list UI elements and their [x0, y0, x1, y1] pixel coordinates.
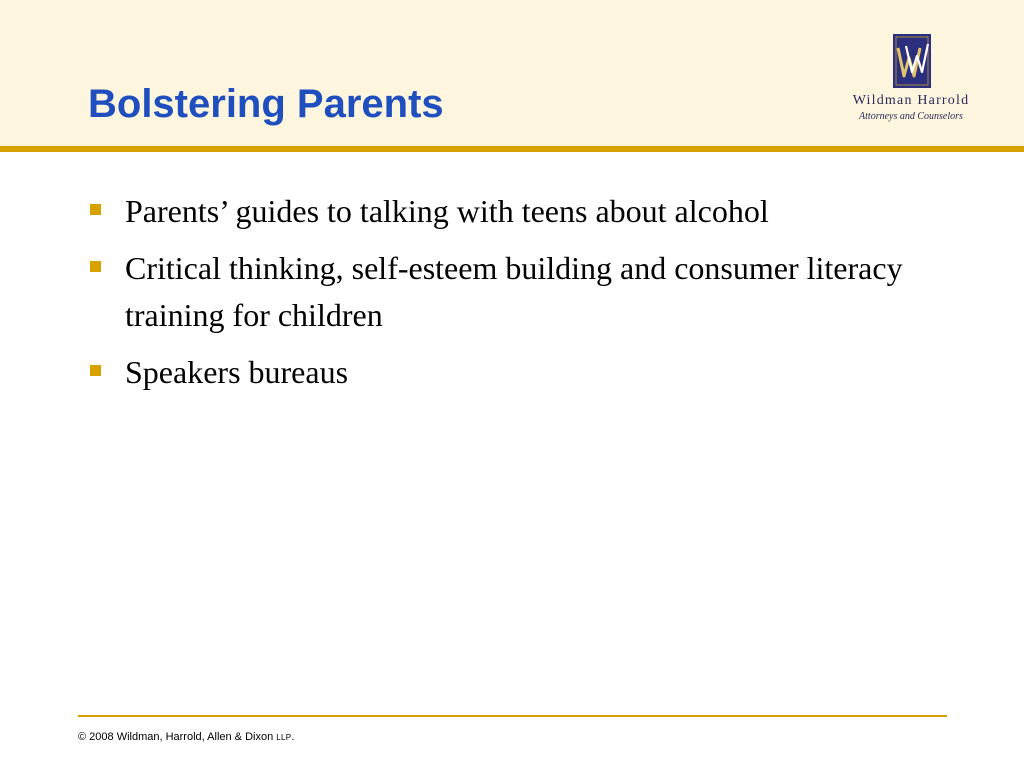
- square-bullet-icon: [90, 365, 101, 376]
- bullet-item: [88, 188, 968, 235]
- company-logo: [836, 34, 986, 124]
- wildman-harrold-monogram-icon: [893, 34, 931, 88]
- header-divider: [0, 146, 1024, 152]
- copyright-text: © 2008 Wildman, Harrold, Allen & Dixon: [78, 731, 274, 743]
- bullet-list: [88, 188, 968, 406]
- bullet-item: [88, 349, 968, 396]
- slide-title: Bolstering Parents: [88, 82, 444, 126]
- bullet-text: Parents’ guides to talking with teens about alcohol: [125, 193, 769, 229]
- footer-copyright: [78, 731, 294, 743]
- bullet-text: Critical thinking, self-esteem building and consumer literacy training for children: [125, 250, 903, 333]
- square-bullet-icon: [90, 204, 101, 215]
- footer-period: .: [291, 731, 295, 743]
- bullet-item: [88, 245, 968, 339]
- square-bullet-icon: [90, 261, 101, 272]
- bullet-text: Speakers bureaus: [125, 354, 349, 390]
- logo-tagline: Attorneys and Counselors: [859, 111, 963, 122]
- footer-divider: [78, 715, 947, 717]
- logo-name: Wildman Harrold: [852, 93, 970, 108]
- llp-suffix: LLP: [276, 733, 292, 742]
